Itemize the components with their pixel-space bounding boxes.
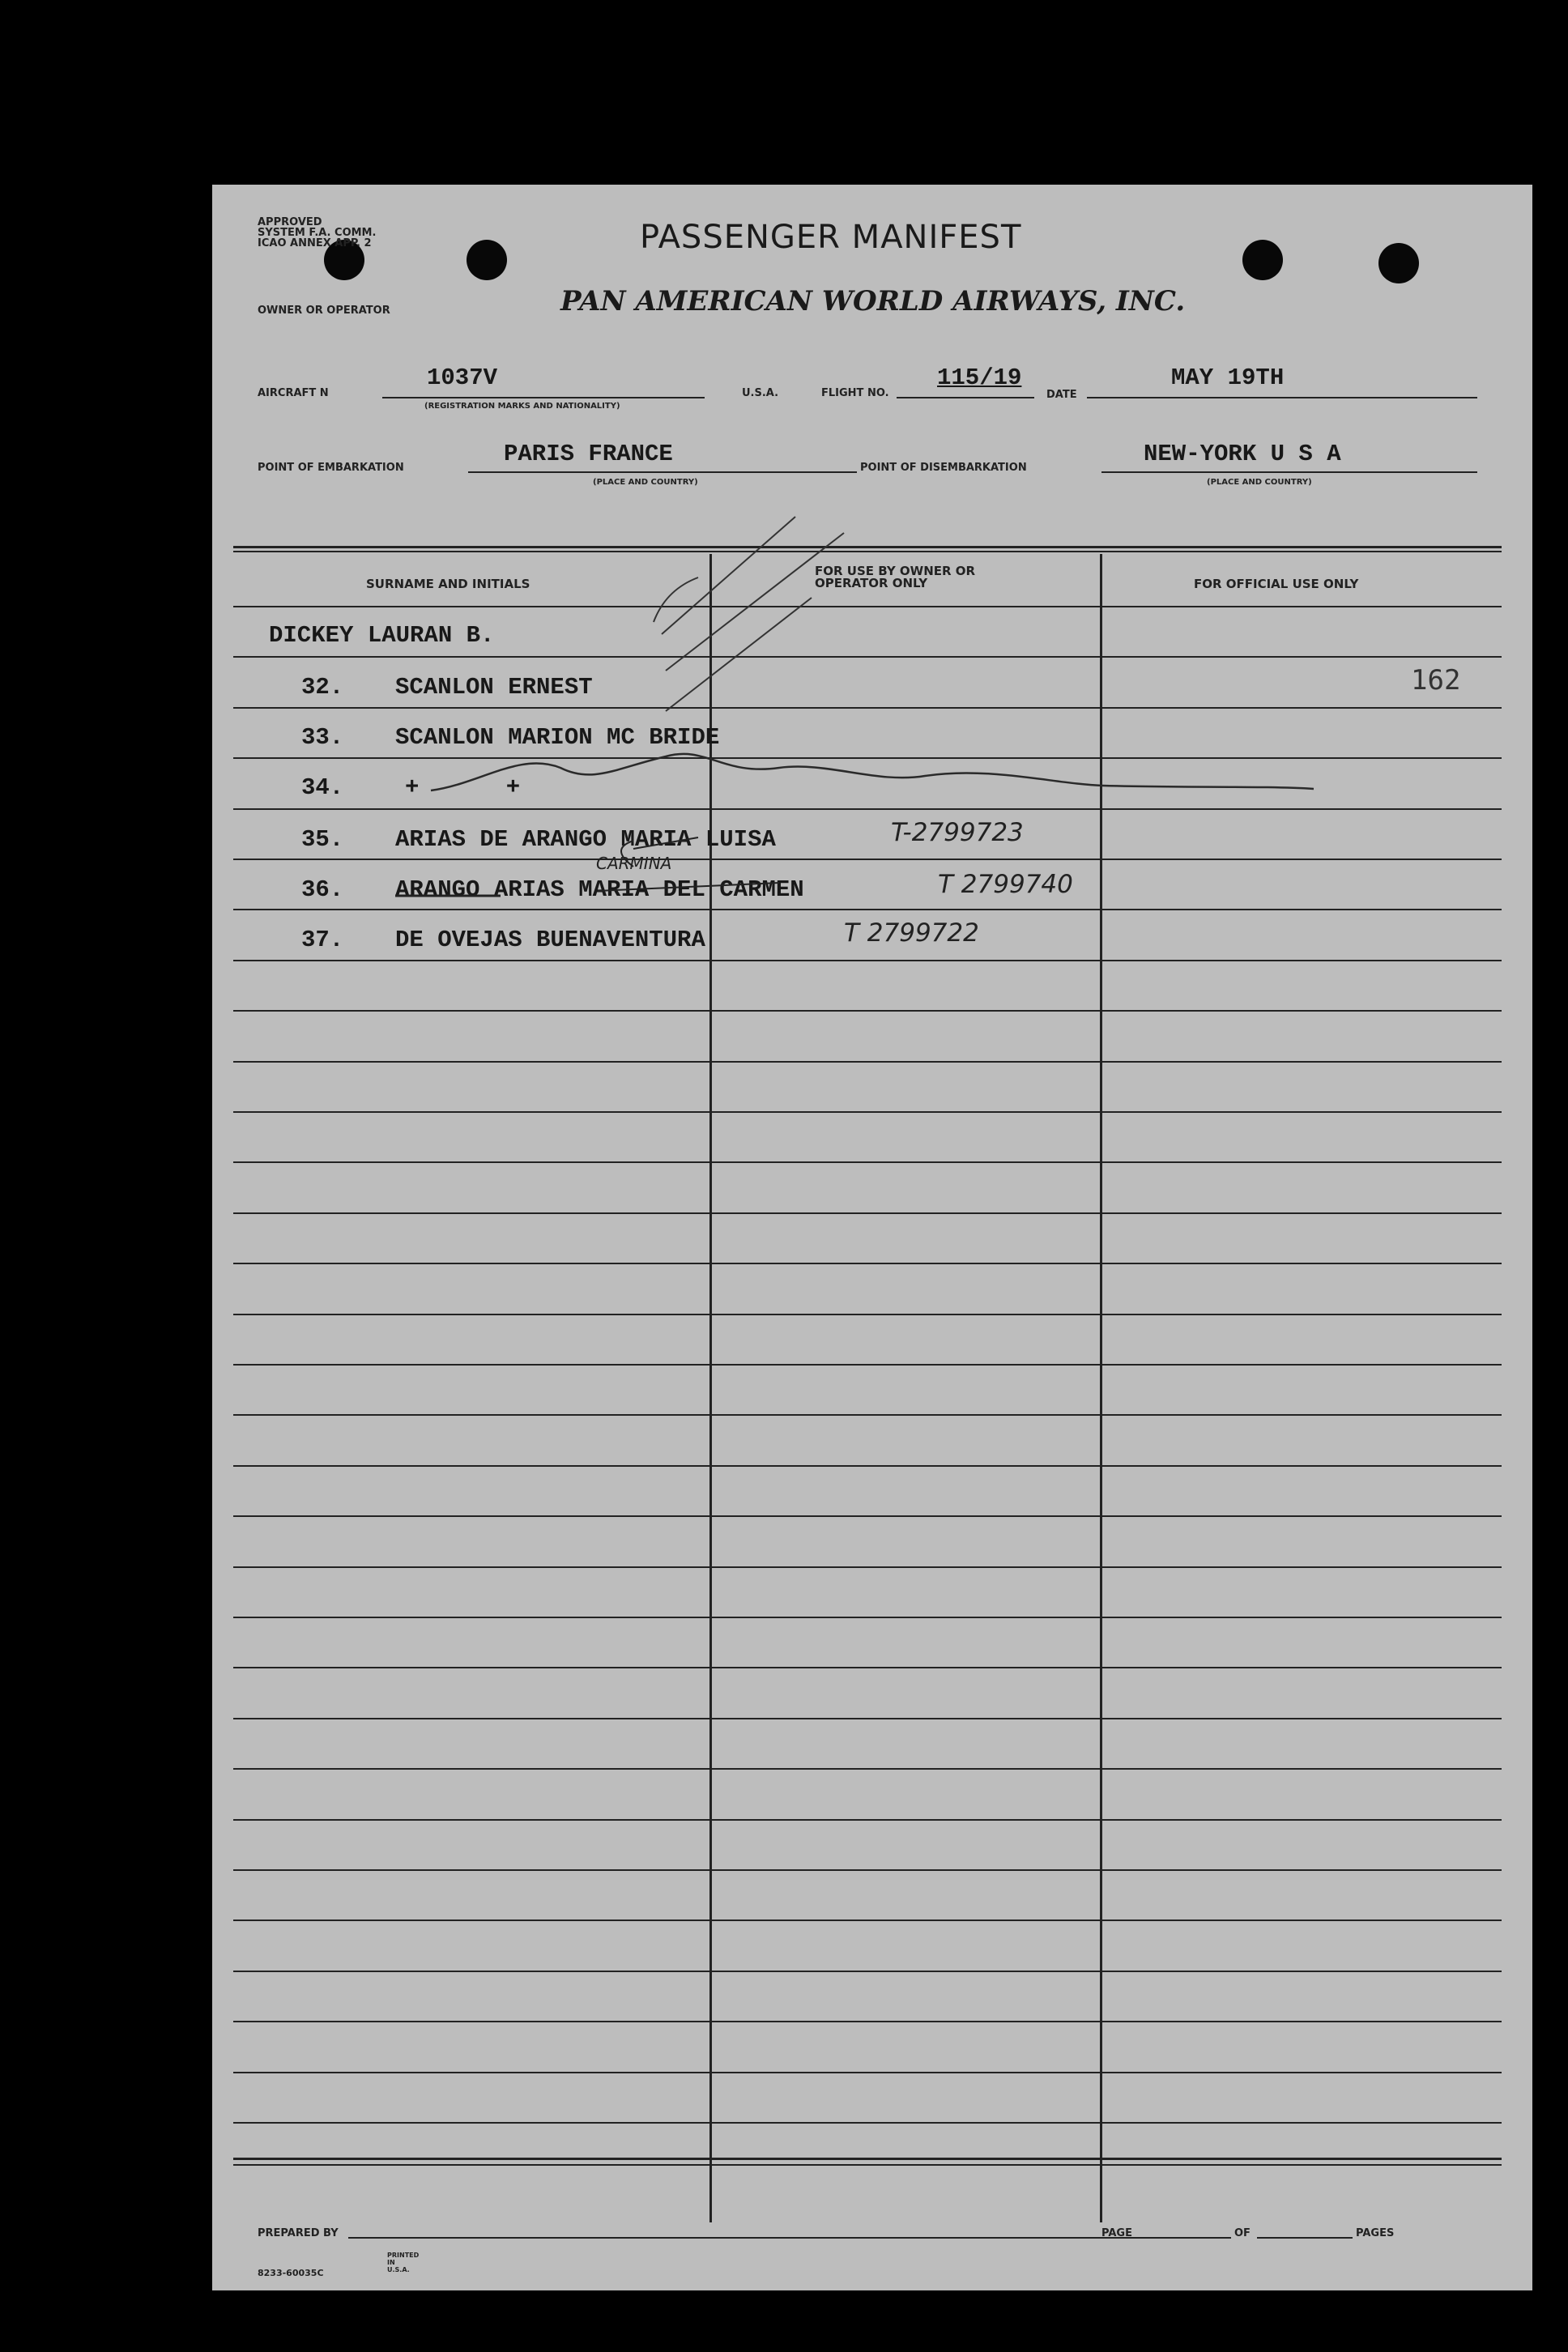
column-header-official: FOR OFFICIAL USE ONLY [1194,577,1359,591]
passenger-name-7: DE OVEJAS BUENAVENTURA [395,927,705,953]
passenger-num-2: 32. [301,674,344,701]
table-row-line [233,1414,1502,1416]
embark-sublabel: (PLACE AND COUNTRY) [593,478,698,487]
aircraft-label: AIRCRAFT N [258,387,329,399]
passenger-name-4: + + [405,774,521,801]
prepared-by-label: PREPARED BY [258,2227,339,2239]
pen-stroke-1 [662,517,795,634]
passenger-name-5: ARIAS DE ARANGO MARIA LUISA [395,826,776,853]
approval-line-2: SYSTEM F.A. COMM. [258,227,377,239]
table-row-line [233,1718,1502,1719]
passenger-note-5: T-2799723 [891,818,1024,847]
pen-stroke-4 [654,577,698,622]
table-row-line [233,1819,1502,1821]
disembark-sublabel: (PLACE AND COUNTRY) [1207,478,1312,487]
table-row-line [233,2122,1502,2124]
page-line [1144,2237,1231,2239]
table-row-line [233,1263,1502,1264]
passenger-num-4: 34. [301,774,344,801]
table-row-line [233,1010,1502,1012]
pen-stroke-wavy [431,754,1314,790]
passenger-name-6: ARANGO ARIAS MARIA DEL CARMEN [395,876,804,903]
table-row-line [233,1364,1502,1366]
flight-value: 115/19 [937,364,1022,391]
table-row-line [233,1465,1502,1467]
usa-label: U.S.A. [742,387,779,399]
passenger-num-7: 37. [301,927,344,953]
pen-stroke-5 [633,837,698,849]
form-number: 8233-60035C [258,2268,324,2278]
page-label: PAGE [1101,2227,1132,2239]
passenger-name-1: DICKEY LAURAN B. [269,622,495,649]
passenger-note-6: T 2799740 [938,870,1073,899]
table-bottom-rule [233,2158,1502,2160]
of-line [1257,2237,1353,2239]
table-bottom-rule-2 [233,2164,1502,2166]
manifest-sheet [212,185,1532,2290]
date-label: DATE [1046,389,1077,401]
pages-label: PAGES [1356,2227,1395,2239]
passenger-note-7: T 2799722 [844,918,979,948]
approval-line-3: ICAO ANNEX APP. 2 [258,237,372,249]
table-row-line [233,1161,1502,1163]
table-row-line [233,1566,1502,1568]
handwritten-correction: CARMINA [596,854,672,873]
table-row-line [233,1667,1502,1668]
pen-stroke-2 [666,533,844,671]
approval-line-1: APPROVED [258,216,322,228]
table-row-line [233,1212,1502,1214]
pen-stroke-strike-6 [598,883,779,891]
prepared-by-line [348,2237,1231,2239]
table-row-line [233,1617,1502,1618]
owner-label: OWNER OR OPERATOR [258,305,390,317]
pen-stroke-6 [621,841,633,867]
printed-in-usa: PRINTED IN U.S.A. [387,2252,420,2273]
table-row-line [233,1111,1502,1113]
official-stamp-number: 162 [1411,664,1461,697]
table-row-line [233,2072,1502,2073]
aircraft-sublabel: (REGISTRATION MARKS AND NATIONALITY) [424,402,620,411]
column-header-owner: FOR USE BY OWNER OR OPERATOR ONLY [815,564,976,590]
table-row-line [233,1515,1502,1517]
table-row-line [233,1971,1502,1972]
handwritten-strokes [212,185,1532,995]
date-value: MAY 19TH [1171,364,1285,391]
of-label: OF [1234,2227,1251,2239]
table-row-line [233,1920,1502,1921]
column-header-surname: SURNAME AND INITIALS [366,577,530,591]
embark-label: POINT OF EMBARKATION [258,462,404,474]
airline-name: PAN AMERICAN WORLD AIRWAYS, INC. [560,285,1186,317]
page-title: PASSENGER MANIFEST [640,219,1022,256]
passenger-num-3: 33. [301,724,344,751]
embark-value: PARIS FRANCE [504,441,673,467]
table-row-line [233,1869,1502,1871]
table-row-line [233,2021,1502,2022]
table-row-line [233,1768,1502,1770]
aircraft-value: 1037V [427,364,498,391]
passenger-num-5: 35. [301,826,344,853]
flight-label: FLIGHT NO. [821,387,889,399]
disembark-label: POINT OF DISEMBARKATION [860,462,1027,474]
passenger-name-3: SCANLON MARION MC BRIDE [395,724,720,751]
table-row-line [233,1061,1502,1063]
disembark-value: NEW-YORK U S A [1144,441,1341,467]
table-row-line [233,1314,1502,1315]
passenger-num-6: 36. [301,876,344,903]
passenger-name-2: SCANLON ERNEST [395,674,593,701]
